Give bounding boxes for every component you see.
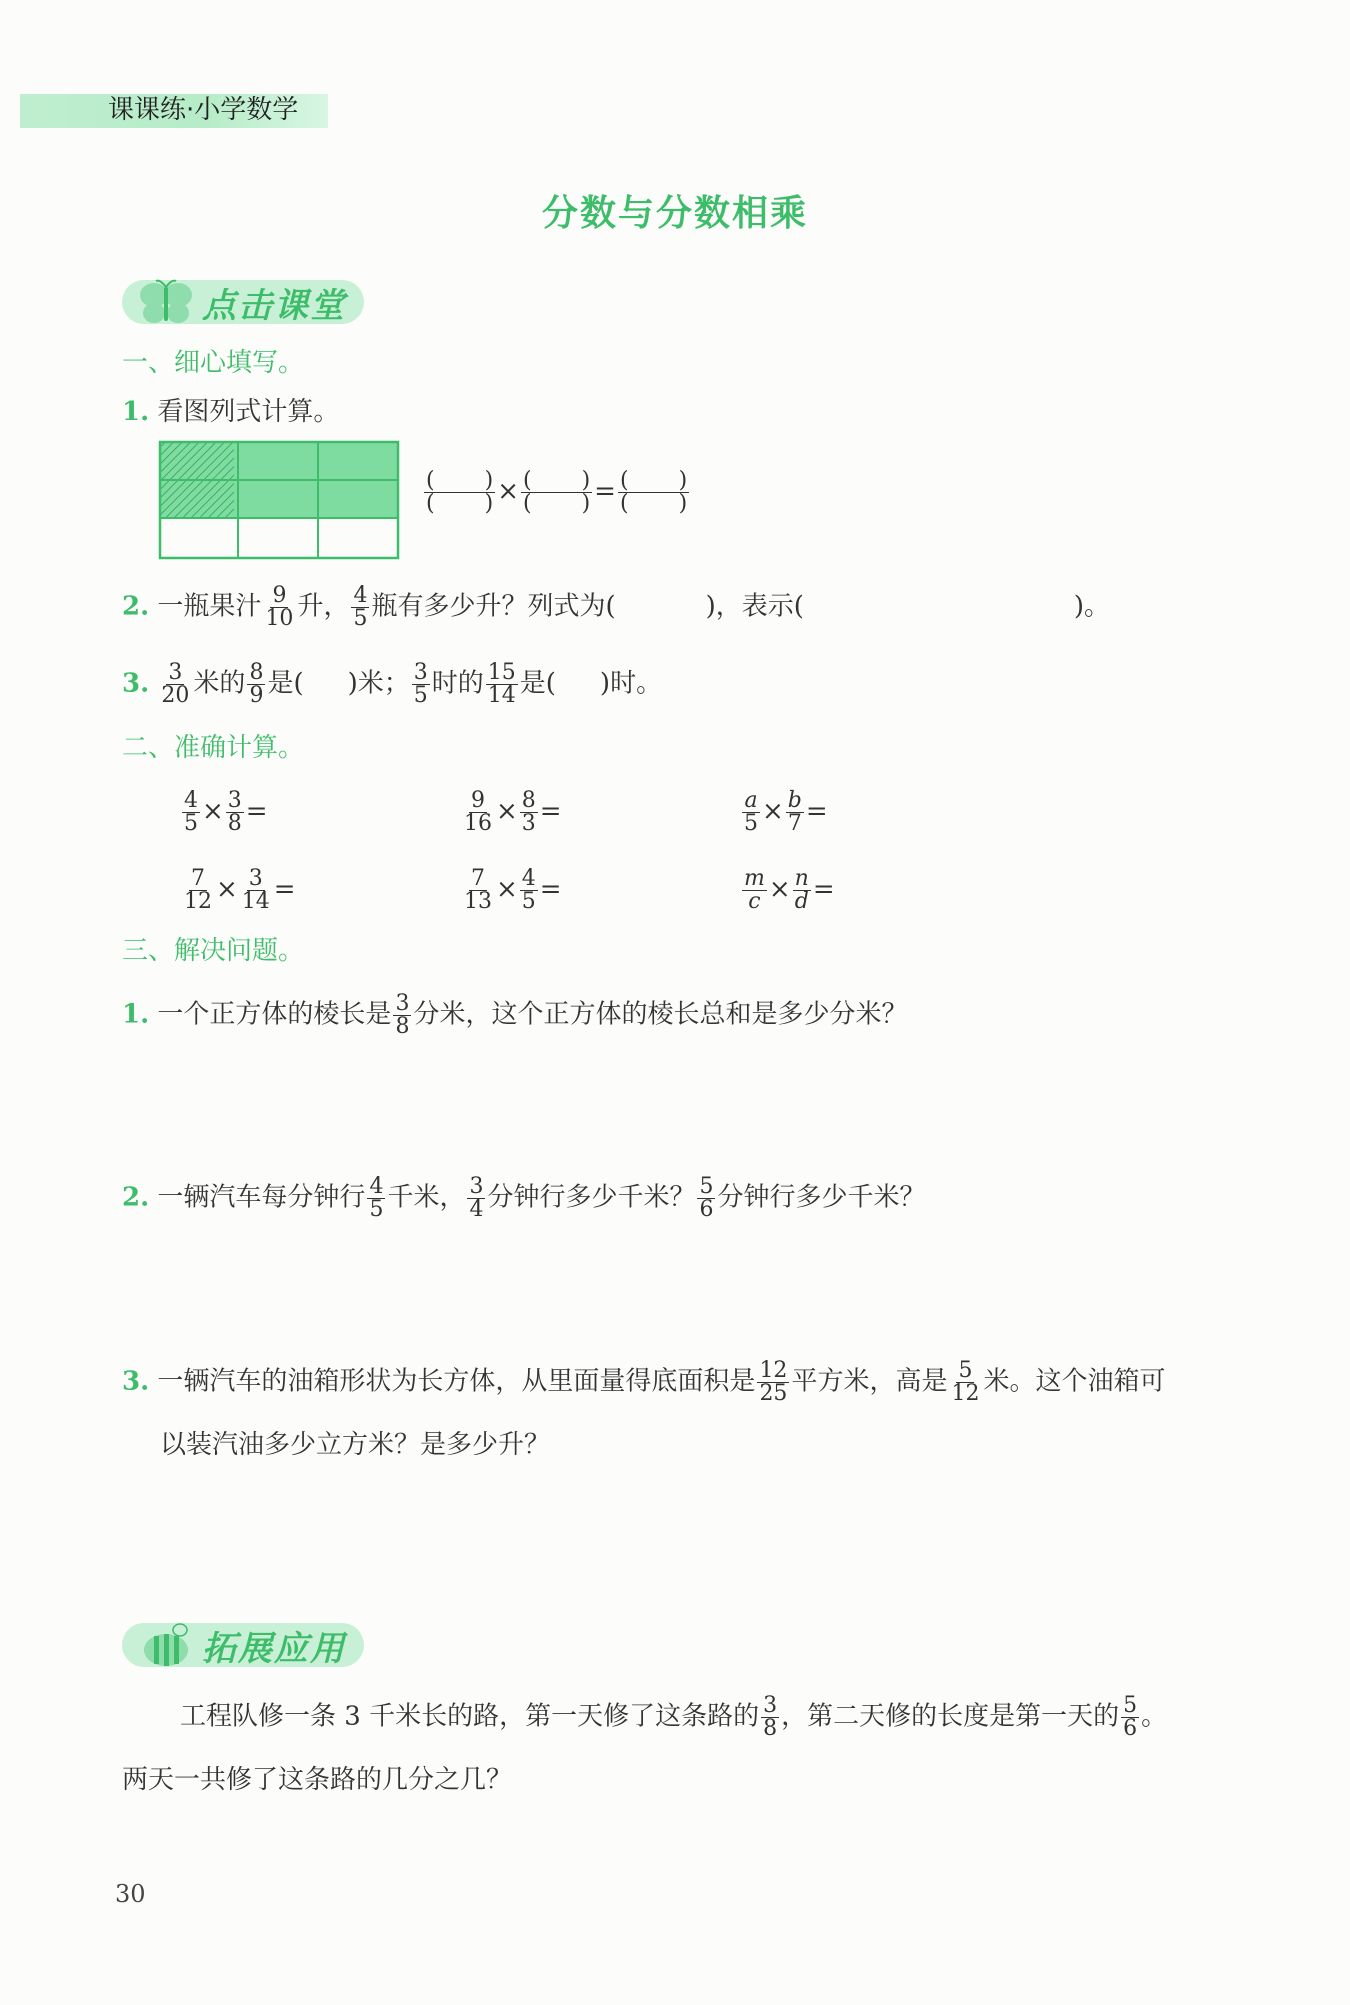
text-fragment: 15 — [487, 660, 516, 685]
text-fragment: 8 — [227, 811, 242, 836]
text-fragment: 7 — [471, 866, 485, 891]
page-number: 30 — [115, 1880, 146, 1908]
text-fragment: 5 — [521, 889, 536, 914]
text-fragment: 米。这个油箱可 — [983, 1366, 1166, 1397]
text-fragment: 7 — [191, 866, 205, 891]
fraction — [393, 993, 411, 1038]
fraction — [159, 662, 191, 707]
fraction — [240, 868, 272, 913]
solve-p2-number: 2. — [122, 1182, 150, 1213]
text-fragment: 5 — [184, 811, 198, 836]
text-fragment: 16 — [464, 811, 492, 836]
blank-fraction — [618, 470, 689, 515]
text-fragment: 20 — [161, 683, 190, 708]
text-fragment: 9 — [249, 683, 264, 708]
solve-p3-number: 3. — [122, 1366, 150, 1397]
text-fragment: 5 — [1123, 1693, 1138, 1718]
text: 是( — [519, 668, 556, 699]
text-fragment: 10 — [265, 606, 294, 631]
text-fragment: m — [744, 866, 765, 891]
solve-p3 — [122, 1360, 1165, 1405]
fraction-grid-figure — [158, 440, 400, 560]
text-fragment: 5 — [744, 811, 758, 836]
fraction — [949, 1360, 981, 1405]
text-fragment: 4 — [469, 1197, 484, 1222]
text: )时。 — [599, 668, 663, 699]
text-fragment: 3 — [763, 1693, 778, 1718]
text: 升， — [297, 591, 350, 622]
fill-q1-number: 1. — [122, 397, 150, 427]
solve-p3-cont: 以装汽油多少立方米？是多少升？ — [160, 1430, 551, 1460]
fraction — [793, 868, 811, 913]
text-fragment — [618, 470, 689, 493]
text-fragment: 3 — [395, 991, 410, 1016]
text: )米； — [347, 668, 410, 699]
text-fragment: = — [539, 874, 562, 905]
page-title: 分数与分数相乘 — [541, 193, 808, 234]
blank-fraction — [521, 470, 592, 515]
fill-q1-equation — [422, 470, 691, 515]
text-fragment: ) — [484, 468, 494, 493]
text-fragment: 4 — [184, 788, 198, 813]
text-fragment: 9 — [471, 788, 485, 813]
text-fragment: 千米， — [387, 1182, 466, 1213]
fill-q2-number: 2. — [122, 591, 150, 622]
text-fragment: 分钟行多少千米？ — [487, 1182, 696, 1213]
text-fragment: n — [794, 866, 809, 891]
banner-extend-label: 拓展应用 — [202, 1628, 346, 1669]
text-fragment: 13 — [464, 889, 492, 914]
text-fragment: 5 — [699, 1174, 714, 1199]
fraction — [467, 1176, 485, 1221]
text-fragment: ) — [581, 468, 591, 493]
text-fragment — [424, 470, 495, 493]
butterfly-icon — [136, 277, 196, 327]
text-fragment: 分钟行多少千米？ — [717, 1182, 926, 1213]
text: )，表示( — [705, 591, 804, 622]
text-fragment: 3 — [413, 660, 428, 685]
blank-fraction — [424, 470, 495, 515]
text-fragment: 12 — [951, 1381, 980, 1406]
text-fragment: 一个正方体的棱长是 — [157, 999, 392, 1030]
section-calc: 二、准确计算。 — [122, 733, 305, 763]
fraction — [412, 662, 430, 707]
text: 米的 — [193, 668, 246, 699]
text-fragment: = — [812, 874, 835, 905]
text-fragment: 3 — [248, 866, 263, 891]
text-fragment: ，第二天修的长度是第一天的 — [781, 1701, 1120, 1732]
fraction — [182, 868, 214, 913]
text-fragment: ) — [678, 468, 688, 493]
text-fragment: 平方米，高是 — [791, 1366, 948, 1397]
fill-q2 — [122, 585, 1110, 630]
text-fragment: = — [245, 796, 268, 827]
text-fragment: 14 — [241, 889, 270, 914]
text-fragment: 6 — [1123, 1716, 1138, 1741]
text-fragment: d — [794, 889, 809, 914]
fraction — [462, 790, 494, 835]
text-fragment: a — [744, 788, 758, 813]
text-fragment: 7 — [787, 811, 802, 836]
fill-q1-text: 看图列式计算。 — [157, 397, 340, 427]
extend-problem-line2: 两天一共修了这条路的几分之几？ — [122, 1765, 513, 1795]
text-fragment: 6 — [699, 1197, 714, 1222]
text-fragment: 4 — [353, 583, 368, 608]
text-fragment: ( — [522, 468, 532, 493]
text-fragment: ( — [522, 491, 532, 516]
fraction — [367, 1176, 385, 1221]
fraction — [742, 790, 760, 835]
text-fragment: × — [768, 874, 791, 905]
text: 是( — [267, 668, 304, 699]
text-fragment: 5 — [958, 1358, 973, 1383]
text-fragment: 4 — [521, 866, 536, 891]
text-fragment: × — [496, 874, 518, 905]
text-fragment — [521, 470, 592, 493]
fraction — [742, 868, 767, 913]
text-fragment: × — [496, 796, 518, 827]
fraction — [786, 790, 804, 835]
text-fragment — [424, 493, 495, 515]
text-fragment: 5 — [413, 683, 428, 708]
text-fragment: 3 — [521, 811, 536, 836]
fraction — [263, 585, 295, 630]
fraction — [226, 790, 244, 835]
calc-r2-c3 — [740, 868, 835, 913]
text-fragment: ( — [426, 491, 435, 516]
fill-q1 — [122, 392, 339, 432]
text-fragment: 5 — [353, 606, 368, 631]
fraction — [520, 790, 538, 835]
text-fragment: b — [787, 788, 802, 813]
banner-extend — [122, 1618, 364, 1672]
text-fragment: c — [748, 889, 761, 914]
book-title: 课课练·小学数学 — [108, 95, 299, 125]
text-fragment: 8 — [763, 1716, 778, 1741]
calc-r2-c1 — [180, 868, 296, 913]
fraction — [182, 790, 200, 835]
extend-problem-line1 — [180, 1695, 1167, 1740]
calc-r1-c1 — [180, 790, 268, 835]
text: 一瓶果汁 — [157, 591, 262, 622]
text-fragment: ( — [426, 468, 435, 493]
text-fragment: 一辆汽车每分钟行 — [157, 1182, 366, 1213]
text-fragment: 12 — [759, 1358, 788, 1383]
text-fragment: 14 — [487, 683, 516, 708]
fraction — [757, 1360, 789, 1405]
text-fragment: = — [273, 874, 296, 905]
section-solve: 三、解决问题。 — [122, 936, 305, 966]
text: 瓶有多少升？列式为( — [371, 591, 616, 622]
fraction — [247, 662, 265, 707]
fraction — [697, 1176, 715, 1221]
text-fragment: × — [762, 796, 784, 827]
solve-p1 — [122, 993, 907, 1038]
calc-r1-c3 — [740, 790, 828, 835]
text-fragment: 一辆汽车的油箱形状为长方体，从里面量得底面积是 — [157, 1366, 756, 1397]
text: 时的 — [431, 668, 484, 699]
fraction — [761, 1695, 779, 1740]
text-fragment: 25 — [759, 1381, 788, 1406]
text-fragment: 4 — [369, 1174, 384, 1199]
solve-p2 — [122, 1176, 925, 1221]
calc-r2-c2 — [460, 868, 562, 913]
section-fill: 一、细心填写。 — [122, 348, 305, 378]
fraction — [1121, 1695, 1139, 1740]
equals-sign: = — [594, 476, 616, 507]
text-fragment: × — [202, 796, 224, 827]
text-fragment: ) — [581, 491, 591, 516]
text: )。 — [1073, 591, 1111, 622]
text-fragment: ) — [484, 491, 494, 516]
text-fragment: = — [539, 796, 562, 827]
fraction — [351, 585, 369, 630]
text-fragment: × — [216, 874, 238, 905]
text-fragment: 8 — [249, 660, 264, 685]
text-fragment: 3 — [227, 788, 242, 813]
text-fragment: 12 — [184, 889, 212, 914]
text-fragment: 8 — [521, 788, 536, 813]
text-fragment: 3 — [469, 1174, 484, 1199]
text-fragment — [618, 493, 689, 515]
text-fragment: 。 — [1141, 1701, 1168, 1732]
text-fragment: 5 — [369, 1197, 384, 1222]
fill-q3 — [122, 662, 662, 707]
calc-r1-c2 — [460, 790, 562, 835]
text-fragment: 工程队修一条 3 千米长的路，第一天修了这条路的 — [180, 1701, 760, 1732]
fraction — [520, 868, 538, 913]
fraction — [462, 868, 494, 913]
text-fragment: ) — [678, 491, 688, 516]
fraction — [486, 662, 518, 707]
text-fragment: 分米，这个正方体的棱长总和是多少分米？ — [413, 999, 908, 1030]
times-sign: × — [497, 476, 519, 507]
bee-icon — [136, 1620, 196, 1670]
text-fragment: 9 — [272, 583, 287, 608]
text-fragment — [521, 493, 592, 515]
banner-click-classroom — [122, 275, 364, 329]
text-fragment: 8 — [395, 1014, 410, 1039]
banner-click-classroom-label: 点击课堂 — [202, 285, 346, 326]
fill-q3-number: 3. — [122, 668, 150, 699]
text-fragment: 3 — [168, 660, 183, 685]
text-fragment: ( — [619, 491, 629, 516]
text-fragment: = — [805, 796, 828, 827]
solve-p1-number: 1. — [122, 999, 150, 1030]
text-fragment: ( — [619, 468, 629, 493]
